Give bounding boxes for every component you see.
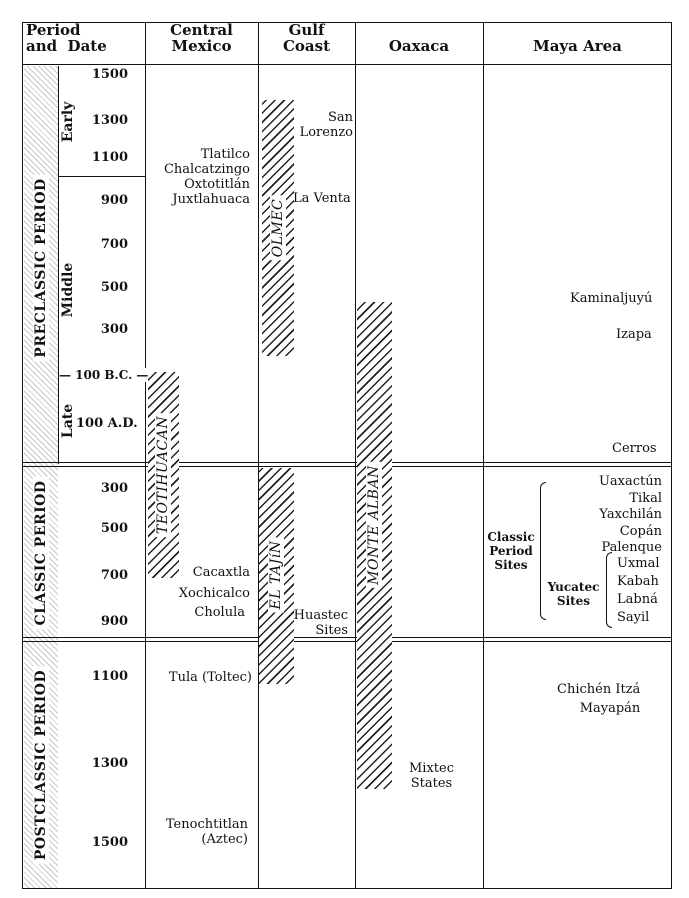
maya-postclassic-sites: Chichén Itzá Mayapán [557, 682, 641, 716]
subperiod-late: Late [60, 403, 76, 439]
central-site: Cholula [194, 605, 245, 620]
year-label: 300 [100, 481, 128, 496]
central-site: Tenochtitlan (Aztec) [165, 817, 248, 847]
year-label: 700 [100, 568, 128, 583]
central-site: Cacaxtla Xochicalco [178, 565, 250, 601]
header-period-date: Period and Date [26, 21, 107, 55]
maya-site: Cerros [612, 441, 657, 456]
period-label-postclassic: POSTCLASSIC PERIOD [33, 666, 49, 864]
header-rule [22, 64, 672, 65]
year-label: 300 [100, 322, 128, 337]
culture-label-eltajin: EL TAJíN [268, 538, 284, 613]
period-label-classic: CLASSIC PERIOD [33, 476, 49, 629]
divider-oaxaca [355, 22, 356, 889]
early-middle-rule [58, 176, 145, 177]
year-label: 1100 [91, 150, 128, 165]
classic-sites-brace [540, 482, 546, 620]
maya-classic-sites: Uaxactún Tikal Yaxchilán Copán Palenque [598, 474, 662, 555]
period-label-preclassic: PRECLASSIC PERIOD [33, 174, 49, 361]
central-site: Tula (Toltec) [168, 670, 252, 685]
oaxaca-site: Mixtec States [409, 761, 454, 791]
year-label: 900 [100, 614, 128, 629]
preclassic-classic-divider [22, 462, 672, 467]
yucatec-sites-label: Yucatec Sites [547, 580, 600, 608]
header-gulf-coast: Gulf Coast [282, 21, 331, 55]
year-label: — 100 B.C. — [59, 368, 149, 382]
year-label: 500 [100, 280, 128, 295]
gulf-site: San Lorenzo [299, 110, 353, 140]
year-label: 1500 [91, 67, 128, 82]
header-central-mexico: Central Mexico [170, 21, 233, 55]
subperiod-middle: Middle [60, 262, 76, 318]
subperiod-early: Early [60, 101, 76, 143]
maya-site: Izapa [616, 327, 652, 342]
culture-label-teotihuacan: TEOTIHUACAN [155, 413, 171, 537]
header-maya-area: Maya Area [533, 37, 622, 55]
culture-label-montealban: MONTE ALBAN [366, 462, 382, 588]
yucatec-sites-brace [606, 552, 612, 628]
year-label: 900 [100, 193, 128, 208]
year-label: 500 [100, 521, 128, 536]
gulf-site: La Venta [293, 191, 351, 206]
gulf-site: Huastec Sites [293, 608, 348, 638]
maya-site: Kaminaljuyú [570, 291, 653, 306]
header-oaxaca: Oaxaca [388, 37, 450, 55]
culture-label-olmec: OLMEC [270, 196, 286, 261]
year-label: 100 A.D. [76, 416, 138, 431]
year-label: 1100 [91, 669, 128, 684]
divider-gulf [258, 22, 259, 889]
year-label: 1300 [91, 113, 128, 128]
strip-edge [58, 66, 59, 464]
divider-central [145, 22, 146, 889]
year-label: 1300 [91, 756, 128, 771]
central-site-group: Tlatilco Chalcatzingo Oxtotitlán Juxtlahuaca [163, 147, 250, 207]
year-label: 700 [100, 237, 128, 252]
maya-yucatec-sites: Uxmal Kabah Labná Sayil [617, 556, 660, 625]
year-label: 1500 [91, 835, 128, 850]
classic-period-sites-label: Classic Period Sites [487, 530, 535, 572]
divider-maya [483, 22, 484, 889]
